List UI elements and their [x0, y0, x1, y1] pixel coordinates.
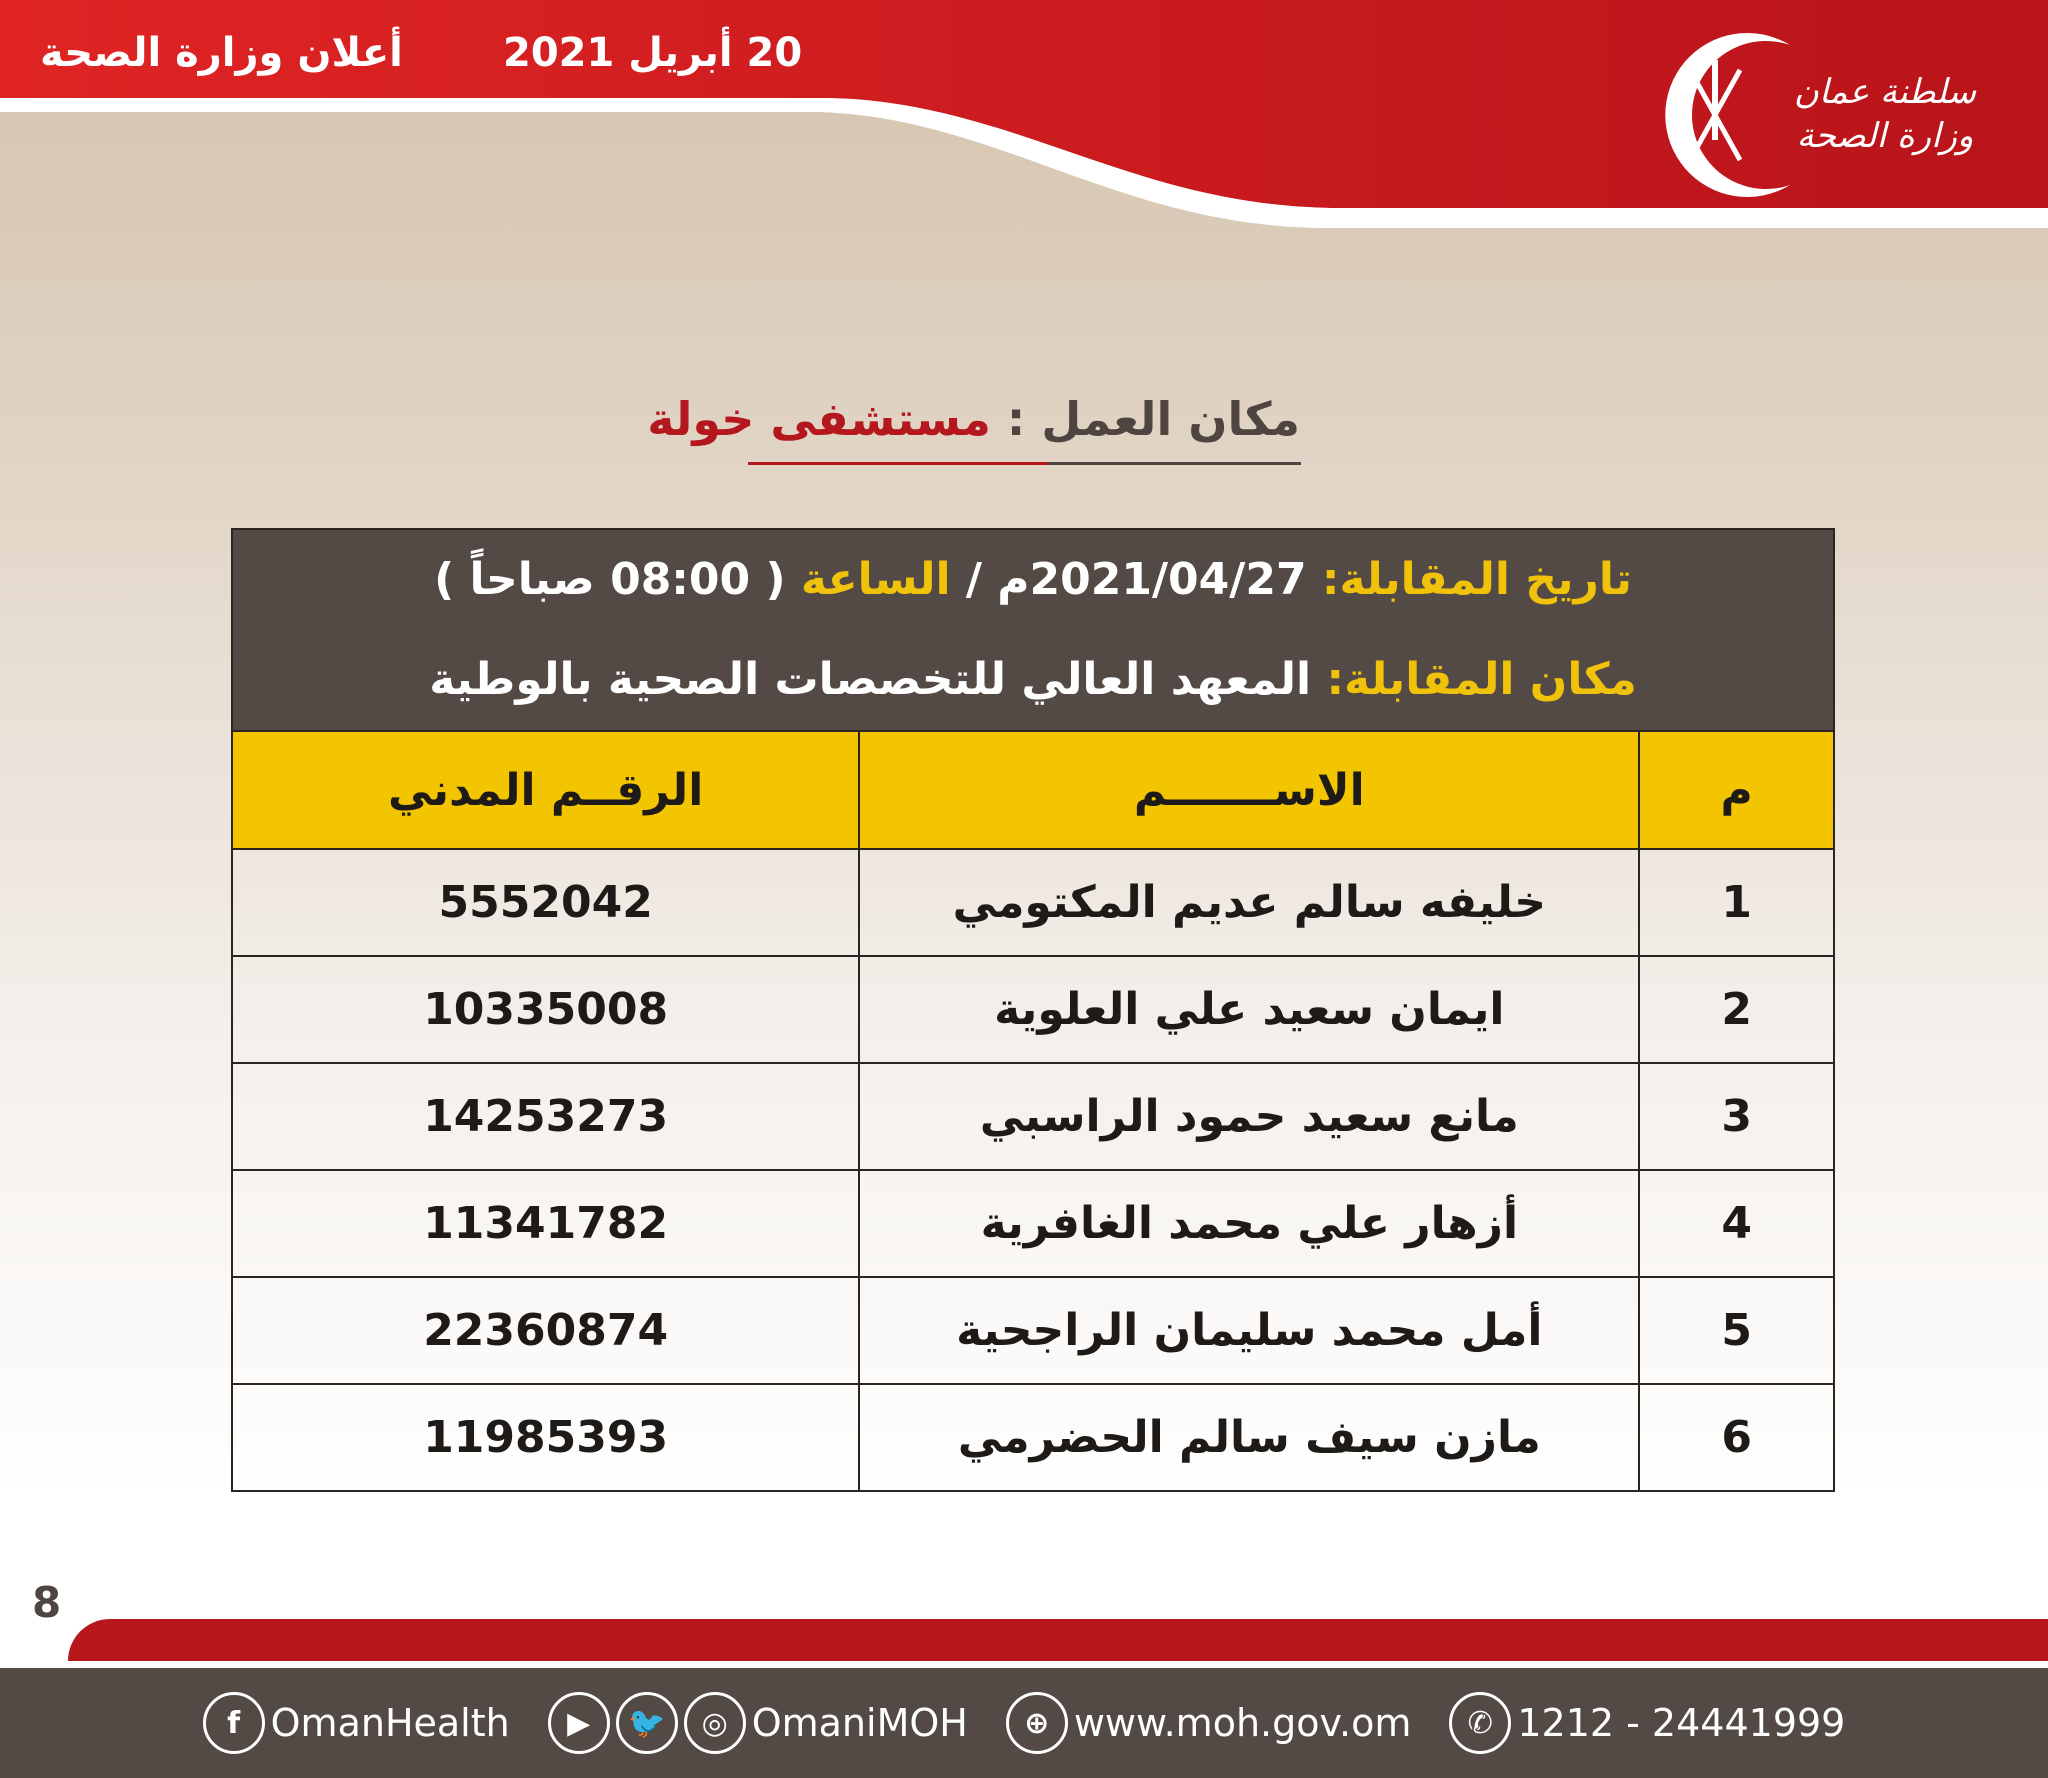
- candidate-name: مازن سيف سالم الحضرمي: [859, 1384, 1639, 1491]
- table-row: [232, 1063, 1834, 1170]
- work-place-label: مكان العمل :: [1006, 392, 1300, 446]
- civil-number: 10335008: [232, 956, 859, 1063]
- row-number: 4: [1639, 1170, 1834, 1277]
- col-header-name: الاســـــــم: [859, 731, 1639, 849]
- row-number: 1: [1639, 849, 1834, 956]
- date-label: تاريخ المقابلة:: [1321, 554, 1632, 605]
- row-number: 2: [1639, 956, 1834, 1063]
- phone-icon: ✆: [1449, 1692, 1511, 1754]
- logo-text-line2: وزارة الصحة: [1796, 116, 1974, 156]
- interview-info: [232, 529, 1834, 731]
- twitter-icon: 🐦: [616, 1692, 678, 1754]
- logo-text: [1765, 70, 2005, 158]
- civil-number: 11341782: [232, 1170, 859, 1277]
- civil-number: 22360874: [232, 1277, 859, 1384]
- table-row: [232, 1170, 1834, 1277]
- candidate-name: أزهار علي محمد الغافرية: [859, 1170, 1639, 1277]
- facebook-link[interactable]: [203, 1692, 510, 1754]
- work-place-title: [647, 392, 1300, 446]
- interview-place-line: [233, 630, 1833, 730]
- time-label: الساعة: [800, 554, 951, 605]
- table-row: [232, 849, 1834, 956]
- col-header-civil: الرقــم المدني: [232, 731, 859, 849]
- announcement-title: أعلان وزارة الصحة: [40, 30, 403, 76]
- website-link[interactable]: [1006, 1692, 1412, 1754]
- table-header-row: [232, 731, 1834, 849]
- social-handle: OmaniMOH: [751, 1701, 968, 1745]
- work-place-value: مستشفى خولة: [647, 392, 991, 446]
- website-url: www.moh.gov.om: [1073, 1701, 1412, 1745]
- footer-red-band: [68, 1619, 2048, 1661]
- table-row: [232, 956, 1834, 1063]
- phone-number: 1212 - 24441999: [1517, 1701, 1846, 1745]
- phone-link[interactable]: [1449, 1692, 1845, 1754]
- civil-number: 14253273: [232, 1063, 859, 1170]
- civil-number: 5552042: [232, 849, 859, 956]
- place-label: مكان المقابلة:: [1326, 654, 1637, 705]
- facebook-handle: OmanHealth: [270, 1701, 510, 1745]
- civil-number: 11985393: [232, 1384, 859, 1491]
- instagram-icon: ◎: [684, 1692, 746, 1754]
- candidate-name: أمل محمد سليمان الراجحية: [859, 1277, 1639, 1384]
- footer: [0, 1668, 2048, 1778]
- page-number: 8: [32, 1578, 62, 1627]
- facebook-icon: f: [203, 1692, 265, 1754]
- social-links[interactable]: [548, 1692, 968, 1754]
- candidates-table: [231, 528, 1835, 1492]
- row-number: 5: [1639, 1277, 1834, 1384]
- row-number: 6: [1639, 1384, 1834, 1491]
- time-value: ( 08:00 صباحاً ): [434, 554, 786, 605]
- row-number: 3: [1639, 1063, 1834, 1170]
- table-row: [232, 1277, 1834, 1384]
- date-value: 2021/04/27م /: [965, 554, 1307, 605]
- youtube-icon: ▶: [548, 1692, 610, 1754]
- candidate-name: خليفه سالم عديم المكتومي: [859, 849, 1639, 956]
- candidate-name: مانع سعيد حمود الراسبي: [859, 1063, 1639, 1170]
- interview-date-line: [233, 530, 1833, 630]
- announcement-date: 20 أبريل 2021: [503, 30, 803, 76]
- logo-text-line1: سلطنة عمان: [1793, 72, 1977, 112]
- table-row: [232, 1384, 1834, 1491]
- col-header-no: م: [1639, 731, 1834, 849]
- globe-icon: ⊕: [1006, 1692, 1068, 1754]
- place-value: المعهد العالي للتخصصات الصحية بالوطية: [429, 654, 1312, 705]
- candidate-name: ايمان سعيد علي العلوية: [859, 956, 1639, 1063]
- title-underline-dark: [1048, 462, 1301, 465]
- title-underline-red: [748, 462, 1048, 465]
